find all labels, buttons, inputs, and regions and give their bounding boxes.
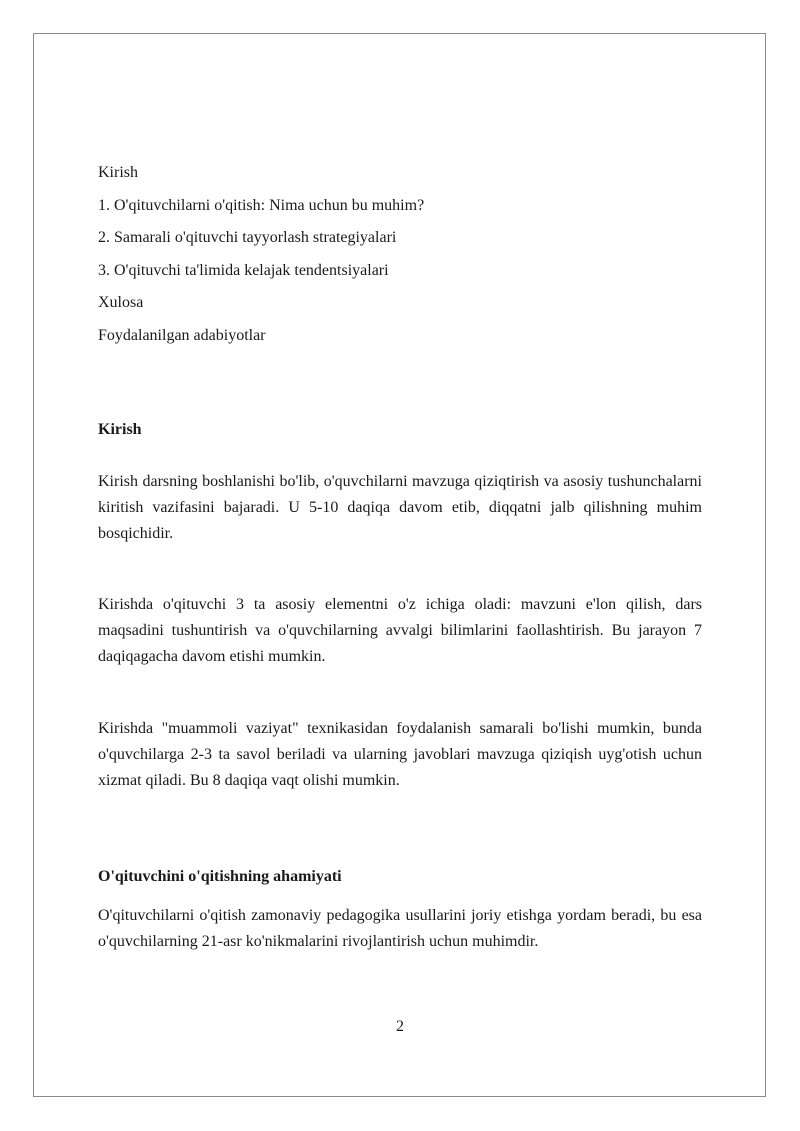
toc-item-2: 2. Samarali o'qituvchi tayyorlash strategiyalari: [98, 229, 397, 246]
toc-item-references: Foydalanilgan adabiyotlar: [98, 326, 266, 344]
importance-paragraph-1: O'qituvchilarni o'qitish zamonaviy pedagogika usullarini joriy etishga yordam beradi, bu esa o'quvchilarning 21-asr ko'nikmalarini rivojlantirish uchun muhimdir.: [98, 907, 702, 950]
table-of-contents: [98, 160, 702, 355]
section-heading-intro: Kirish: [98, 421, 142, 438]
intro-paragraph-3: Kirishda "muammoli vaziyat" texnikasidan foydalanish samarali bo'lishi mumkin, bunda o'quvchilarga 2-3 ta savol beriladi va ularning javoblari mavzuga qiziqish uyg'otish uchun xizmat qiladi. Bu 8 daqiqa vaqt olishi mumkin.: [98, 720, 702, 789]
toc-item-1: 1. O'qituvchilarni o'qitish: Nima uchun bu muhim?: [98, 196, 425, 214]
toc-item-intro: Kirish: [98, 164, 138, 181]
intro-paragraph-1: Kirish darsning boshlanishi bo'lib, o'quvchilarni mavzuga qiziqtirish va asosiy tushunchalarni kiritish vazifasini bajaradi. U 5-10 daqiqa davom etib, diqqatni jalb qilishning muhim bosqichidir.: [98, 473, 702, 542]
toc-item-conclusion: Xulosa: [98, 294, 144, 311]
section-heading-importance: O'qituvchini o'qitishning ahamiyati: [98, 868, 342, 885]
toc-item-3: 3. O'qituvchi ta'limida kelajak tendentsiyalari: [98, 261, 389, 279]
intro-paragraph-2: Kirishda o'qituvchi 3 ta asosiy elementni o'z ichiga oladi: mavzuni e'lon qilish, dars maqsadini tushuntirish va o'quvchilarning avvalgi bilimlarini faollashtirish. Bu jarayon 7 daqiqagacha davom etishi mumkin.: [98, 596, 702, 665]
page-number: 2: [396, 1018, 404, 1035]
